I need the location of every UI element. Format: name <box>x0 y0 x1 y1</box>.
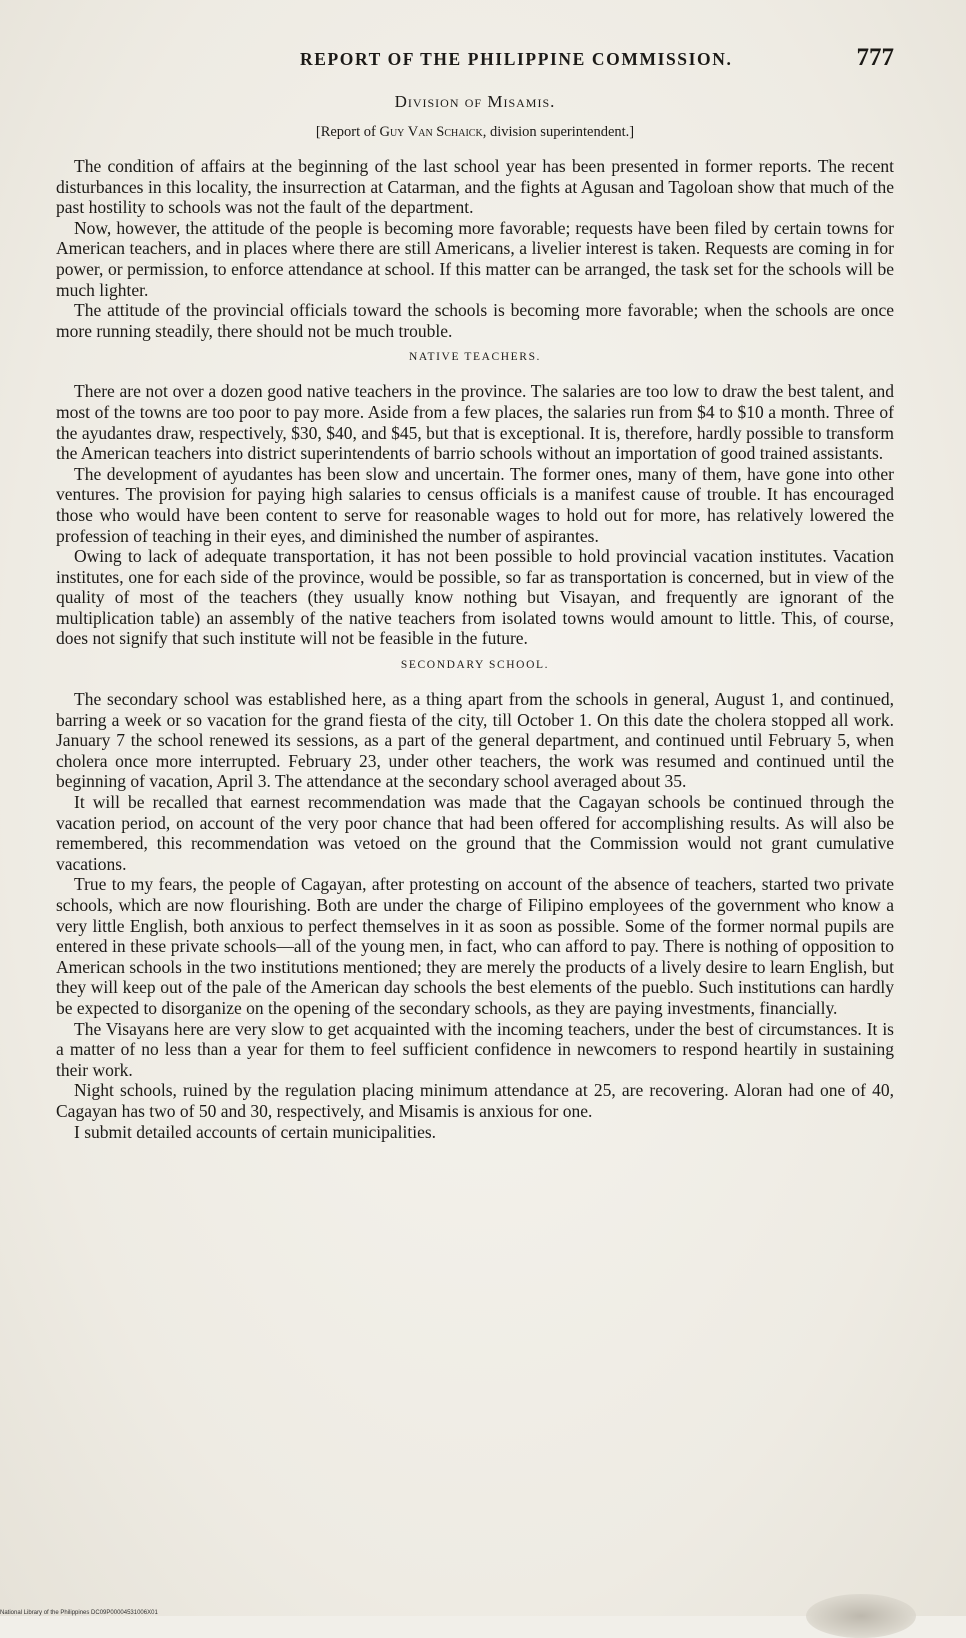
attribution-prefix: [Report of <box>315 124 380 140</box>
intro-paragraph-2: Now, however, the attitude of the people is becoming more favorable; requests have been filed by certain towns for American teachers, and in places where there are still Americans, a livelier interest is taken. Requests are coming in for power, or permission, to enforce attendance at school. If this matter can be arranged, the task set for the schools will be much lighter. <box>56 217 894 300</box>
intro-paragraph-3: The attitude of the provincial officials toward the schools is becoming more favorable; when the schools are once more running steadily, there should not be much trouble. <box>56 300 894 341</box>
secondary-school-paragraph-6: I submit detailed accounts of certain municipalities. <box>74 1121 437 1142</box>
secondary-school-paragraph-2: It will be recalled that earnest recommendation was made that the Cagayan schools be continued through the vacation period, on account of the very poor chance that had been offered for accomplishing results. As will also be remembered, this recommendation was vetoed on the ground that the Commission would not grant cumulative vacations. <box>56 792 894 874</box>
scan-thumb-shadow <box>806 1594 916 1638</box>
intro-paragraph-1: The condition of affairs at the beginning of the last school year has been presented in former reports. The recent disturbances in this locality, the insurrection at Catarman, and the fights at Agusan and Tagoloan show that much of the past hostility to schools was not the fault of the department. <box>56 156 894 218</box>
native-teachers-paragraph-1: There are not over a dozen good native teachers in the province. The salaries are too low to draw the best talent, and most of the towns are too poor to pay more. Aside from a few places, the salaries run from $4 to $10 a month. Three of the ayudantes draw, respectively, $30, $40, and $45, but that is exceptional. It is, therefore, hardly possible to transform the American teachers into district superintendents of barrio schools without an importation of good trained assistants. <box>56 381 894 464</box>
secondary-school-paragraph-4: The Visayans here are very slow to get acquainted with the incoming teachers, under the best of circumstances. It is a matter of no less than a year for them to feel sufficient confidence in newcomers to respond heartily in sustaining their work. <box>56 1018 894 1080</box>
division-title: Division of Misamis. <box>394 92 556 111</box>
secondary-school-paragraph-3: True to my fears, the people of Cagayan, after protesting on account of the absence of teachers, started two private schools, which are now flourishing. Both are under the charge of Filipino employees of the government who know a very little English, both anxious to perfect themselves in it as soon as possible. Some of the former normal pupils are entered in these private schools—all of the young men, in fact, who can afford to pay. There is nothing of opposition to American schools in the two institutions mentioned; they are merely the products of a lively desire to learn English, but they will keep out of the pale of the American day schools the best elements of the pueblo. Such institutions can hardly be expected to disorganize on the opening of the secondary schools, as they are paying investments, financially. <box>56 874 894 1018</box>
secondary-school-paragraph-5: Night schools, ruined by the regulation placing minimum attendance at 25, are recovering. Aloran had one of 40, Cagayan has two of 50 and 30, respectively, and Misamis is anxious for one. <box>56 1080 894 1121</box>
secondary-school-paragraph-1: The secondary school was established here, as a thing apart from the schools in general, August 1, and continued, barring a week or so vacation for the grand fiesta of the city, till October 1. On this date the cholera stopped all work. January 7 the school renewed its sessions, as a part of the general department, and continued until February 5, when cholera once more interrupted. February 23, under other teachers, the work was resumed and continued until the beginning of vacation, April 3. The attendance at the secondary school averaged about 35. <box>56 689 894 792</box>
attribution-suffix: , division superintendent.] <box>482 124 635 140</box>
native-teachers-paragraph-2: The development of ayudantes has been slow and uncertain. The former ones, many of them, have gone into other ventures. The provision for paying high salaries to census officials is a manifest cause of trouble. It has encouraged those who would have been content to serve for reasonable wages to hold out for more, has relatively lowered the profession of teaching in their eyes, and diminished the number of aspirantes. <box>56 463 894 546</box>
page-number: 777 <box>856 44 894 71</box>
running-title: REPORT OF THE PHILIPPINE COMMISSION. <box>300 49 733 69</box>
native-teachers-heading: NATIVE TEACHERS. <box>408 351 542 364</box>
native-teachers-paragraph-3: Owing to lack of adequate transportation, it has not been possible to hold provincial vacation institutes. Vacation institutes, one for each side of the province, would be possible, so far as transportation is concerned, but in view of the quality of most of the teachers (they usually know nothing but Visayan, and frequently are ignorant of the multiplication table) an assembly of the native teachers from isolated towns would amount to little. This, of course, does not signify that such institute will not be feasible in the future. <box>56 546 894 649</box>
superintendent-name: Guy Van Schaick <box>379 124 483 140</box>
secondary-school-heading: SECONDARY SCHOOL. <box>400 659 550 672</box>
report-body <box>56 92 894 1142</box>
report-attribution <box>56 124 894 141</box>
library-credit: National Library of the Philippines DC09P00004531006X01 <box>0 1610 158 1616</box>
running-head <box>56 44 894 72</box>
